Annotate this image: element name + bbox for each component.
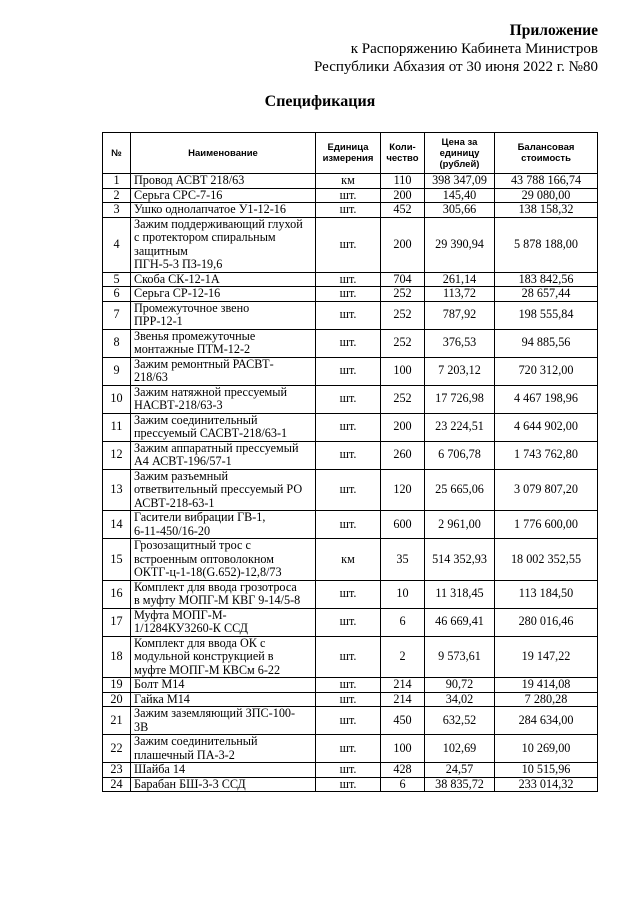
cell-unit: шт. [316,692,381,707]
column-header-total: Балансовая стоимость [495,133,598,174]
cell-total: 94 885,56 [495,329,598,357]
cell-name-line: Зажим разъемный [134,468,228,483]
table-row [103,777,598,792]
table-row [103,217,598,272]
document-title: Спецификация [264,93,376,110]
cell-unit: шт. [316,580,381,608]
cell-name-line: Промежуточное звено [134,300,250,315]
cell-name-line: Зажим аппаратный прессуемый [134,440,299,455]
cell-price: 787,92 [425,301,495,329]
cell-quantity: 214 [381,678,425,693]
table-row [103,608,598,636]
cell-name-line: Зажим соединительный [134,412,258,427]
cell-name-line: муфте МОПГ-М КВСм 6-22 [134,662,281,677]
cell-name [131,735,316,763]
cell-name-line: ПГН-5-3 ПЗ-19,6 [134,257,223,271]
cell-price: 23 224,51 [425,413,495,441]
cell-unit: шт. [316,357,381,385]
table-row [103,357,598,385]
cell-unit: шт. [316,203,381,218]
cell-unit: шт. [316,385,381,413]
cell-number: 15 [103,539,131,581]
cell-price: 632,52 [425,707,495,735]
cell-quantity: 252 [381,385,425,413]
cell-quantity: 452 [381,203,425,218]
cell-name [131,511,316,539]
specification-table [102,132,598,792]
cell-name-line: монтажные ПТМ-12-2 [134,342,251,356]
cell-price: 34,02 [425,692,495,707]
cell-name-line: АСВТ-218-63-1 [134,495,215,510]
cell-name [131,203,316,218]
cell-number: 18 [103,636,131,678]
cell-name-line: в муфту МОПГ-М КВГ 9-14/5-8 [134,593,301,607]
table-row [103,735,598,763]
cell-number: 5 [103,272,131,287]
cell-name-line: Гайка М14 [134,691,190,706]
cell-number: 17 [103,608,131,636]
table-row [103,636,598,678]
cell-price: 24,57 [425,763,495,778]
cell-total: 113 184,50 [495,580,598,608]
cell-name [131,608,316,636]
table-row [103,692,598,707]
cell-total: 3 079 807,20 [495,469,598,511]
cell-unit: шт. [316,735,381,763]
cell-total: 5 878 188,00 [495,217,598,272]
cell-price: 46 669,41 [425,608,495,636]
cell-quantity: 10 [381,580,425,608]
cell-name-line: Серьга СРС-7-16 [134,187,223,202]
cell-name [131,636,316,678]
appendix-header [314,22,598,76]
cell-name-line: ПРР-12-1 [134,314,183,328]
cell-name [131,707,316,735]
cell-quantity: 252 [381,329,425,357]
cell-number: 4 [103,217,131,272]
cell-total: 233 014,32 [495,777,598,792]
cell-total: 18 002 352,55 [495,539,598,581]
cell-name [131,777,316,792]
cell-name-line: плашечный ПА-3-2 [134,747,235,762]
table-row [103,287,598,302]
cell-number: 1 [103,174,131,189]
table-row [103,539,598,581]
cell-price: 305,66 [425,203,495,218]
cell-name-line: ОКТГ-ц-1-18(G.652)-12,8/73 [134,565,282,579]
appendix-title: Приложение [509,22,598,39]
cell-name-line: Зажим ремонтный РАСВТ- [134,356,274,371]
cell-name-line: Грозозащитный трос с [134,538,251,552]
cell-total: 4 644 902,00 [495,413,598,441]
table-row [103,272,598,287]
cell-unit: шт. [316,469,381,511]
cell-price: 514 352,93 [425,539,495,581]
cell-number: 11 [103,413,131,441]
cell-name-line: защитным [134,243,188,258]
cell-name [131,188,316,203]
cell-number: 8 [103,329,131,357]
cell-number: 22 [103,735,131,763]
cell-number: 2 [103,188,131,203]
table-row [103,301,598,329]
cell-quantity: 100 [381,357,425,385]
cell-unit: шт. [316,413,381,441]
cell-name-line: НАСВТ-218/63-3 [134,398,223,412]
cell-total: 19 414,08 [495,678,598,693]
cell-name-line: Провод АСВТ 218/63 [134,173,245,187]
cell-total: 43 788 166,74 [495,174,598,189]
cell-unit: шт. [316,441,381,469]
cell-name-line: Комплект для ввода грозотроса [134,579,297,594]
table-body [103,174,598,792]
appendix-line-2: Республики Абхазия от 30 июня 2022 г. №80 [314,59,598,75]
cell-unit: шт. [316,608,381,636]
cell-price: 9 573,61 [425,636,495,678]
cell-name [131,763,316,778]
cell-quantity: 35 [381,539,425,581]
cell-unit: шт. [316,329,381,357]
table-row [103,329,598,357]
cell-price: 11 318,45 [425,580,495,608]
cell-unit: шт. [316,188,381,203]
cell-quantity: 450 [381,707,425,735]
cell-number: 6 [103,287,131,302]
cell-name [131,413,316,441]
cell-total: 10 269,00 [495,735,598,763]
cell-price: 261,14 [425,272,495,287]
cell-name-line: Гасители вибрации ГВ-1, [134,510,266,524]
cell-quantity: 260 [381,441,425,469]
table-row [103,763,598,778]
cell-name [131,217,316,272]
cell-name-line: ответвительный прессуемый РО [134,482,303,496]
cell-total: 280 016,46 [495,608,598,636]
cell-quantity: 200 [381,413,425,441]
cell-quantity: 6 [381,777,425,792]
cell-name [131,357,316,385]
cell-name-line: Комплект для ввода ОК с [134,635,266,650]
cell-total: 198 555,84 [495,301,598,329]
cell-number: 10 [103,385,131,413]
table-row [103,441,598,469]
cell-name [131,385,316,413]
cell-total: 1 743 762,80 [495,441,598,469]
cell-name-line: А4 АСВТ-196/57-1 [134,454,232,468]
cell-number: 21 [103,707,131,735]
cell-name-line: 218/63 [134,370,168,384]
cell-quantity: 600 [381,511,425,539]
cell-name-line: с протектором спиральным [134,230,276,244]
cell-name-line: 1/1284КУ3260-К ССД [134,621,248,635]
table-row [103,511,598,539]
appendix-line-1: к Распоряжению Кабинета Министров [350,41,598,57]
cell-price: 29 390,94 [425,217,495,272]
table-row [103,469,598,511]
column-header-number: № [103,133,131,174]
cell-unit: шт. [316,301,381,329]
cell-name [131,174,316,189]
cell-total: 284 634,00 [495,707,598,735]
cell-total: 138 158,32 [495,203,598,218]
cell-name [131,692,316,707]
cell-number: 24 [103,777,131,792]
cell-total: 7 280,28 [495,692,598,707]
cell-quantity: 428 [381,763,425,778]
cell-name-line: Шайба 14 [134,762,186,776]
cell-total: 10 515,96 [495,763,598,778]
cell-quantity: 120 [381,469,425,511]
cell-price: 102,69 [425,735,495,763]
cell-number: 3 [103,203,131,218]
cell-unit: шт. [316,678,381,693]
cell-name-line: 6-11-450/16-20 [134,523,211,538]
cell-unit: шт. [316,287,381,302]
cell-name-line: Серьга СР-12-16 [134,286,221,300]
cell-name-line: Звенья промежуточные [134,328,256,343]
cell-name [131,301,316,329]
cell-name-line: прессуемый САСВТ-218/63-1 [134,426,288,440]
cell-name-line: 3В [134,719,149,734]
table-row [103,413,598,441]
cell-total: 29 080,00 [495,188,598,203]
cell-unit: шт. [316,272,381,287]
cell-price: 6 706,78 [425,441,495,469]
cell-number: 19 [103,678,131,693]
cell-name-line: Болт М14 [134,677,185,691]
cell-unit: км [316,174,381,189]
cell-name [131,469,316,511]
cell-name [131,287,316,302]
cell-total: 1 776 600,00 [495,511,598,539]
cell-unit: шт. [316,636,381,678]
column-header-name: Наименование [131,133,316,174]
cell-number: 12 [103,441,131,469]
column-header-unit: Единица измерения [316,133,381,174]
column-header-quantity: Коли-чество [381,133,425,174]
cell-name [131,441,316,469]
cell-price: 113,72 [425,287,495,302]
cell-quantity: 252 [381,301,425,329]
cell-name-line: Барабан БШ-3-3 ССД [134,776,246,791]
cell-quantity: 6 [381,608,425,636]
cell-name-line: Ушко однолапчатое У1-12-16 [134,202,286,216]
cell-price: 398 347,09 [425,174,495,189]
cell-quantity: 252 [381,287,425,302]
table-header-row [103,133,598,174]
cell-number: 9 [103,357,131,385]
cell-quantity: 2 [381,636,425,678]
table-row [103,678,598,693]
cell-price: 376,53 [425,329,495,357]
table-row [103,188,598,203]
cell-name-line: Зажим натяжной прессуемый [134,384,287,399]
cell-name [131,329,316,357]
cell-total: 720 312,00 [495,357,598,385]
cell-total: 4 467 198,96 [495,385,598,413]
cell-number: 14 [103,511,131,539]
cell-total: 183 842,56 [495,272,598,287]
cell-unit: шт. [316,217,381,272]
cell-unit: км [316,539,381,581]
cell-total: 19 147,22 [495,636,598,678]
cell-unit: шт. [316,777,381,792]
cell-name [131,678,316,693]
cell-number: 23 [103,763,131,778]
table-row [103,707,598,735]
cell-price: 25 665,06 [425,469,495,511]
cell-price: 90,72 [425,678,495,693]
cell-price: 7 203,12 [425,357,495,385]
cell-price: 145,40 [425,188,495,203]
cell-name [131,272,316,287]
column-header-price: Цена за единицу (рублей) [425,133,495,174]
table-row [103,385,598,413]
cell-name [131,539,316,581]
table-row [103,203,598,218]
cell-number: 13 [103,469,131,511]
table-row [103,174,598,189]
cell-name-line: Скоба СК-12-1А [134,271,220,286]
cell-name-line: Зажим заземляющий ЗПС-100- [134,706,296,720]
cell-name-line: встроенным оптоволокном [134,551,274,566]
cell-quantity: 214 [381,692,425,707]
cell-name-line: модульной конструкцией в [134,649,274,663]
cell-name [131,580,316,608]
cell-total: 28 657,44 [495,287,598,302]
cell-unit: шт. [316,763,381,778]
cell-unit: шт. [316,707,381,735]
cell-quantity: 100 [381,735,425,763]
table-row [103,580,598,608]
cell-price: 17 726,98 [425,385,495,413]
cell-unit: шт. [316,511,381,539]
cell-number: 20 [103,692,131,707]
cell-name-line: Зажим соединительный [134,734,258,748]
cell-quantity: 704 [381,272,425,287]
cell-quantity: 200 [381,188,425,203]
cell-price: 38 835,72 [425,777,495,792]
cell-number: 7 [103,301,131,329]
cell-number: 16 [103,580,131,608]
cell-name-line: Муфта МОПГ-М- [134,607,227,622]
cell-name-line: Зажим поддерживающий глухой [134,216,303,231]
cell-price: 2 961,00 [425,511,495,539]
cell-quantity: 200 [381,217,425,272]
cell-quantity: 110 [381,174,425,189]
